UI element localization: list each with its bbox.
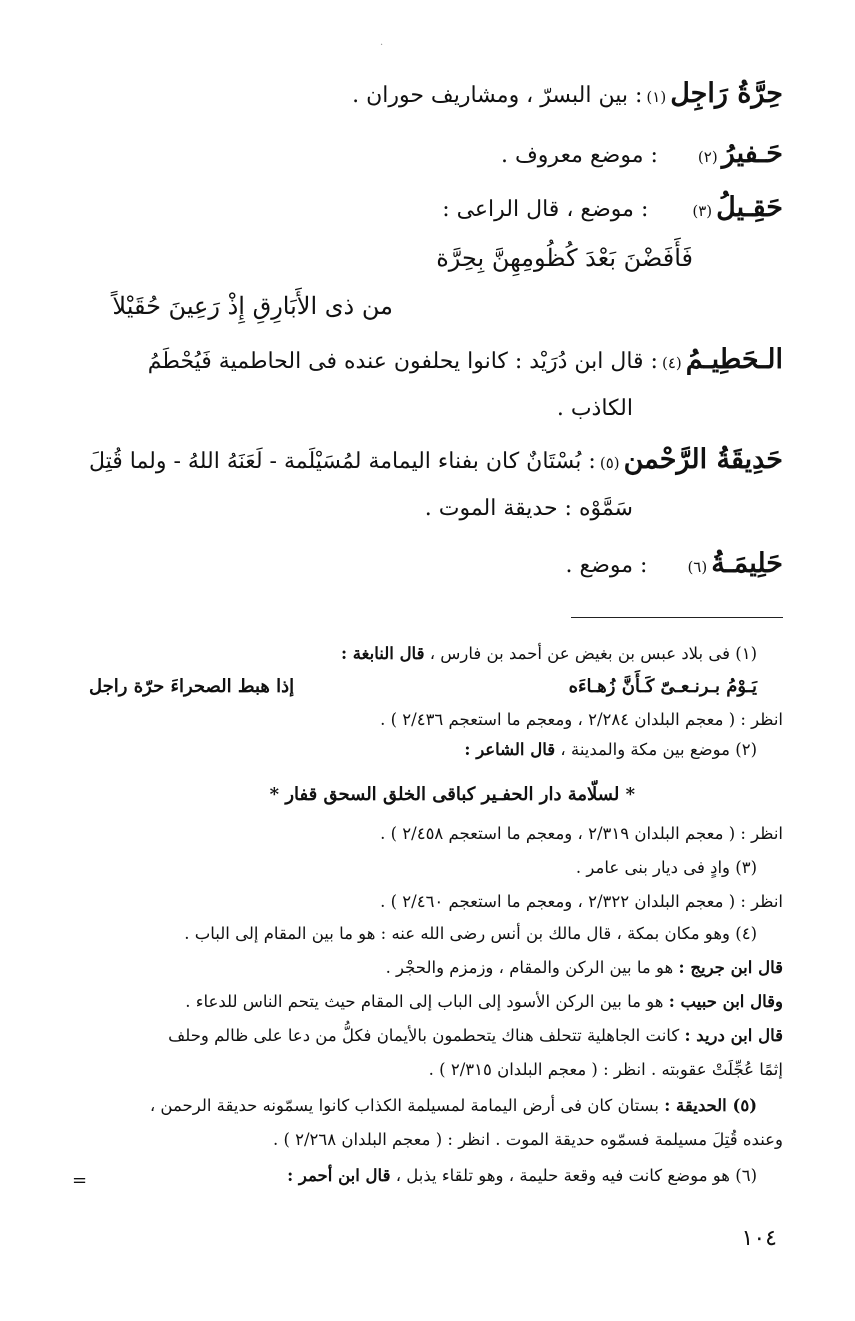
footnote-text: (٢) موضع بين مكة والمدينة ، bbox=[560, 740, 757, 759]
entry-head: حَلِيمَـةُ bbox=[711, 548, 783, 579]
footnote-4-line-2 bbox=[386, 958, 783, 977]
entry-hadiqa-continuation: سَمَّوْه : حديقة الموت . bbox=[424, 496, 633, 521]
footnote-text: كانت الجاهلية تتحلف هناك يتحطمون بالأيمان فكلُّ من دعا على ظالم وحلف bbox=[168, 1026, 680, 1045]
footnote-text: بستان كان فى أرض اليمامة لمسيلمة الكذاب كانوا يسمّونه حديقة الرحمن ، bbox=[149, 1096, 659, 1115]
footnote-4-line-4 bbox=[168, 1026, 783, 1045]
footnote-4-line-5: إثمًا عُجِّلَتْ عقوبته . انظر : ( معجم البلدان ٢/٣١٥ ) . bbox=[428, 1060, 783, 1079]
footnote-verse-second: إذا هبط الصحراءَ حرّة راجل bbox=[89, 676, 295, 697]
footnote-bold: قال ابن أحمر : bbox=[287, 1166, 391, 1185]
continuation-mark: = bbox=[72, 1170, 88, 1191]
entry-text: : قال ابن دُرَيْد : كانوا يحلفون عنده فى الحاطمية فَيُحْطَمُ bbox=[147, 349, 658, 374]
entry-haqil bbox=[63, 192, 783, 223]
page-number: ١٠٤ bbox=[741, 1226, 777, 1251]
poem-verse-1: فَأَفَضْنَ بَعْدَ كُظُومِهِنَّ بِحِرَّة bbox=[436, 244, 693, 272]
poem-verse-2: من ذى الأَبَارِقِ إِذْ رَعِينَ حُقَيْلاً bbox=[112, 292, 393, 320]
footnote-5-line-1 bbox=[150, 1096, 757, 1115]
entry-head: حَدِيقَةُ الرَّحْمن bbox=[623, 444, 783, 475]
footnote-ref: (٢) bbox=[697, 148, 718, 166]
footnote-ref: (٦) bbox=[687, 558, 708, 576]
footnote-divider bbox=[571, 617, 783, 618]
entry-halima bbox=[63, 548, 783, 579]
entry-text: : موضع ، قال الراعى : bbox=[442, 197, 649, 222]
footnote-1-line-1 bbox=[341, 644, 757, 663]
entry-head: حَـفيرُ bbox=[721, 138, 783, 169]
footnote-ref: (٣) bbox=[692, 202, 713, 220]
entry-head: حَقِـيلُ bbox=[716, 192, 783, 223]
footnote-3-ref: انظر : ( معجم البلدان ٢/٣٢٢ ، ومعجم ما استعجم ٢/٤٦٠ ) . bbox=[380, 892, 783, 911]
footnote-bold: قال ابن جريج : bbox=[678, 958, 783, 977]
footnote-ref: (٤) bbox=[661, 354, 682, 372]
footnote-4-line-3 bbox=[185, 992, 783, 1011]
footnote-5-line-2: وعنده قُتِلَ مسيلمة فسمّوه حديقة الموت . انظر : ( معجم البلدان ٢/٢٦٨ ) . bbox=[272, 1130, 783, 1149]
footnote-1-ref: انظر : ( معجم البلدان ٢/٢٨٤ ، ومعجم ما استعجم ٢/٤٣٦ ) . bbox=[380, 710, 783, 729]
footnote-ref: (٥) bbox=[599, 454, 620, 472]
entry-hatim bbox=[63, 344, 783, 375]
entry-hirrat-rajil bbox=[63, 78, 783, 109]
footnote-bold: وقال ابن حبيب : bbox=[668, 992, 783, 1011]
entry-text: : بين البسرّ ، ومشاريف حوران . bbox=[352, 83, 643, 108]
entry-text: : موضع . bbox=[565, 553, 648, 578]
footnote-bold: (٥) الحديقة : bbox=[664, 1096, 757, 1115]
footnote-text: (٦) هو موضع كانت فيه وقعة حليمة ، وهو تلقاء يذبل ، bbox=[395, 1166, 757, 1185]
entry-hadiqat-alrahman bbox=[63, 444, 783, 475]
page-speck: · bbox=[380, 40, 384, 51]
footnote-3-line-1: (٣) وادٍ فى ديار بنى عامر . bbox=[575, 858, 757, 877]
footnote-4-line-1: (٤) وهو مكان بمكة ، قال مالك بن أنس رضى الله عنه : هو ما بين المقام إلى الباب . bbox=[184, 924, 757, 943]
footnote-verse-first: يَـوْمُ بـرنـعـىّ كَـأَنَّ زُهـاءَه bbox=[568, 676, 757, 697]
footnote-6-line-1 bbox=[287, 1166, 757, 1185]
footnote-bold: قال النابغة : bbox=[340, 644, 425, 663]
entry-hafir bbox=[63, 138, 783, 169]
footnote-1-verse bbox=[89, 676, 757, 697]
footnote-bold: قال ابن دريد : bbox=[684, 1026, 783, 1045]
footnote-2-line-1 bbox=[464, 740, 757, 759]
entry-text: : موضع معروف . bbox=[501, 143, 658, 168]
entry-head: الـحَطِيـمُ bbox=[685, 344, 783, 375]
entry-head: حِرَّةُ رَاجِل bbox=[670, 78, 783, 109]
entry-hatim-continuation: الكاذب . bbox=[556, 396, 633, 421]
footnote-bold: قال الشاعر : bbox=[464, 740, 556, 759]
footnote-text: هو ما بين الركن والمقام ، وزمزم والحجْر . bbox=[385, 958, 674, 977]
footnote-text: (١) فى بلاد عبس بن بغيض عن أحمد بن فارس ، bbox=[429, 644, 757, 663]
footnote-2-verse: * لسلّامة دار الحفـير كباقى الخلق السحق قفار * bbox=[269, 784, 635, 805]
footnote-ref: (١) bbox=[646, 88, 667, 106]
entry-text: : بُسْتَانٌ كان بفناء اليمامة لمُسَيْلَمة - لَعَنَهُ اللهُ - ولما قُتِلَ bbox=[88, 449, 596, 474]
footnote-2-ref: انظر : ( معجم البلدان ٢/٣١٩ ، ومعجم ما استعجم ٢/٤٥٨ ) . bbox=[380, 824, 783, 843]
footnote-text: هو ما بين الركن الأسود إلى الباب إلى المقام حيث يتحم الناس للدعاء . bbox=[185, 992, 664, 1011]
